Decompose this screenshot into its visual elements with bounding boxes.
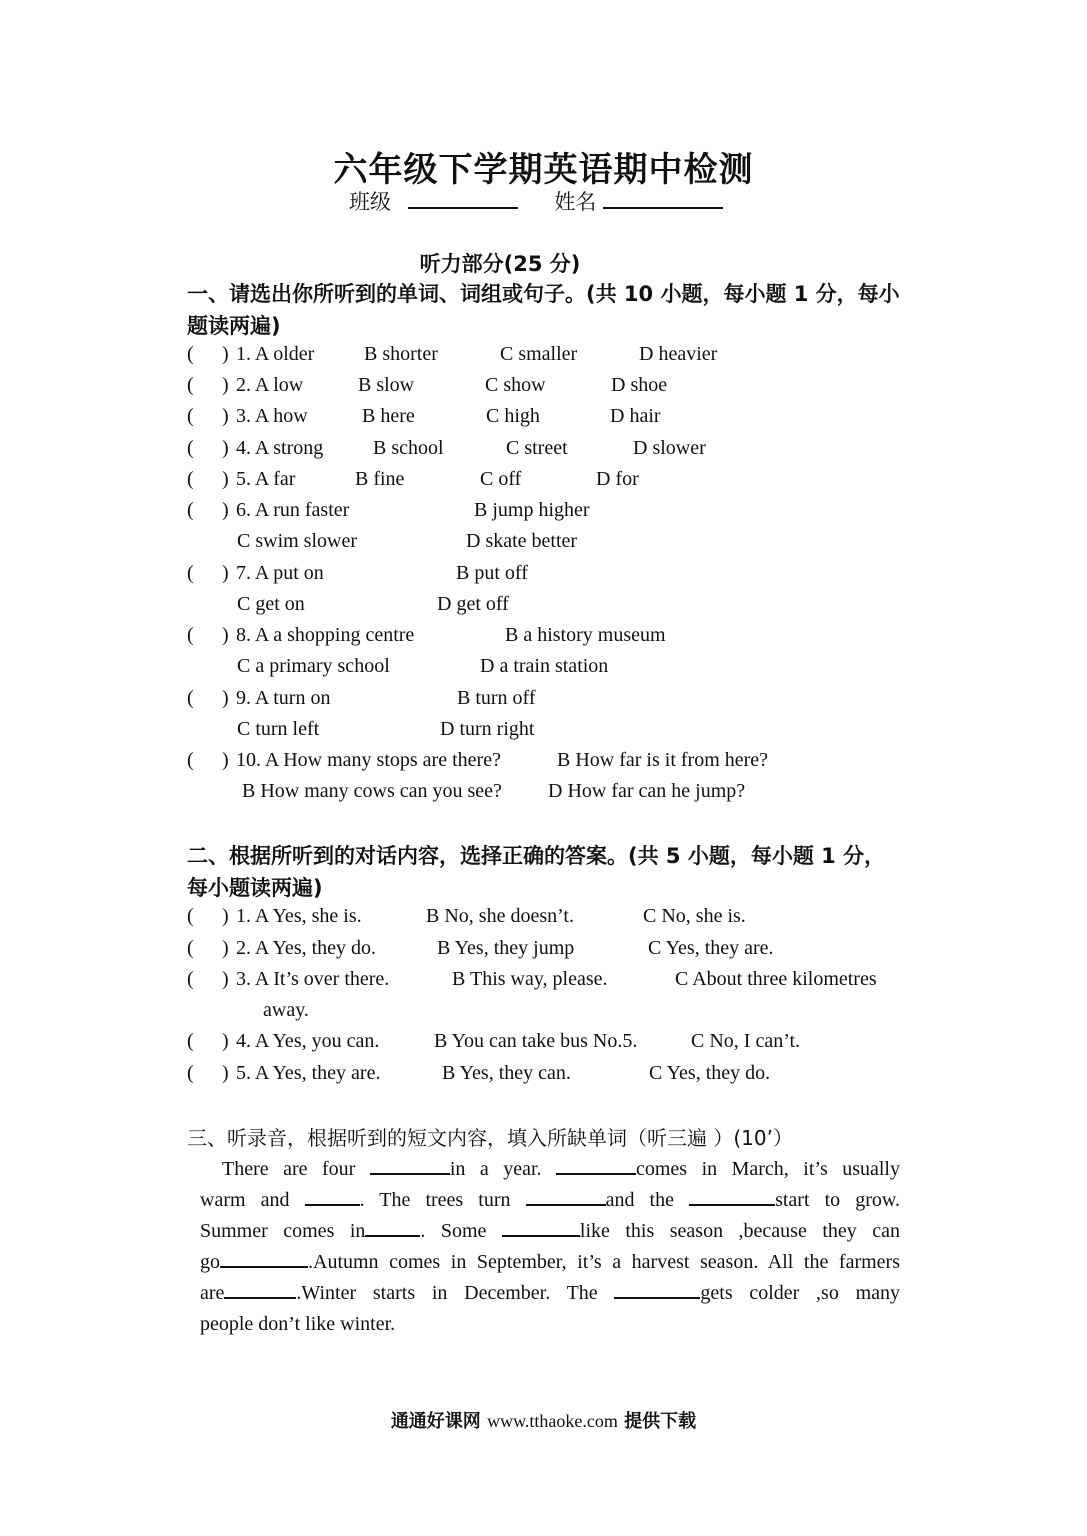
blank-6[interactable]	[365, 1219, 420, 1237]
option-b: B fine	[355, 468, 405, 490]
part1-heading-line1: 一、请选出你所听到的单词、词组或句子。(共 10 小题，每小题 1 分，每小	[187, 282, 900, 306]
option-c: C About three kilometres	[675, 968, 877, 990]
option-a: 5. A far	[236, 468, 296, 490]
option-a: 10. A How many stops are there?	[236, 749, 501, 771]
option-d: D shoe	[611, 374, 668, 396]
option-d: D How far can he jump?	[548, 780, 746, 802]
option-c: C high	[486, 405, 540, 427]
option-a: 7. A put on	[236, 562, 324, 584]
option-a: 5. A Yes, they are.	[236, 1062, 381, 1084]
answer-bracket-close: )	[222, 687, 229, 709]
part2-heading	[187, 840, 907, 904]
answer-bracket-close: )	[222, 624, 229, 646]
page-title: 六年级下学期英语期中检测	[333, 150, 754, 190]
option-b: B put off	[456, 562, 528, 584]
answer-bracket-close: )	[222, 499, 229, 521]
blank-1[interactable]	[370, 1157, 450, 1175]
part2-heading-line2: 每小题读两遍)	[187, 876, 323, 900]
option-b: B jump higher	[474, 499, 590, 521]
option-c: C Yes, they are.	[648, 937, 774, 959]
option-c: C a primary school	[237, 655, 390, 677]
option-a: 9. A turn on	[236, 687, 331, 709]
answer-bracket-open[interactable]: (	[187, 749, 194, 771]
answer-bracket-close: )	[222, 1030, 229, 1052]
passage-line: are .Winter starts in December. The gets colder ,so many	[200, 1282, 900, 1304]
blank-9[interactable]	[224, 1281, 296, 1299]
blank-5[interactable]	[689, 1188, 775, 1206]
blank-10[interactable]	[614, 1281, 700, 1299]
answer-bracket-close: )	[222, 468, 229, 490]
answer-bracket-close: )	[222, 905, 229, 927]
answer-bracket-open[interactable]: (	[187, 937, 194, 959]
answer-bracket-close: )	[222, 968, 229, 990]
option-c: C get on	[237, 593, 305, 615]
option-c: C off	[480, 468, 522, 490]
option-d: D turn right	[440, 718, 535, 740]
listening-section-title: 听力部分(25 分)	[419, 252, 581, 276]
option-c: C show	[485, 374, 546, 396]
option-a: 1. A Yes, she is.	[236, 905, 362, 927]
part2-heading-line1: 二、根据所听到的对话内容，选择正确的答案。(共 5 小题，每小题 1 分，	[187, 844, 886, 868]
answer-bracket-open[interactable]: (	[187, 343, 194, 365]
answer-bracket-open[interactable]: (	[187, 374, 194, 396]
answer-bracket-close: )	[222, 1062, 229, 1084]
passage-line: people don’t like winter.	[200, 1313, 396, 1335]
option-d: D slower	[633, 437, 706, 459]
option-b: B a history museum	[505, 624, 666, 646]
option-c: C No, she is.	[643, 905, 746, 927]
option-a: 6. A run faster	[236, 499, 350, 521]
answer-bracket-close: )	[222, 437, 229, 459]
blank-3[interactable]	[305, 1188, 360, 1206]
passage-line: There are four in a year. comes in March, it’s usually	[222, 1158, 900, 1180]
option-a: 2. A Yes, they do.	[236, 937, 377, 959]
option-d: D get off	[437, 593, 509, 615]
option-d: D a train station	[480, 655, 609, 677]
answer-bracket-close: )	[222, 343, 229, 365]
answer-bracket-open[interactable]: (	[187, 1030, 194, 1052]
answer-bracket-open[interactable]: (	[187, 687, 194, 709]
answer-bracket-close: )	[222, 405, 229, 427]
option-b: B No, she doesn’t.	[426, 905, 574, 927]
answer-bracket-open[interactable]: (	[187, 437, 194, 459]
option-d: D heavier	[639, 343, 718, 365]
option-c: C street	[506, 437, 568, 459]
option-b: B Yes, they jump	[437, 937, 575, 959]
answer-bracket-close: )	[222, 749, 229, 771]
option-b: B This way, please.	[452, 968, 608, 990]
part3-heading: 三、听录音，根据听到的短文内容，填入所缺单词（听三遍 ）(10’）	[187, 1126, 793, 1150]
part1-heading	[187, 278, 907, 342]
passage-line: Summer comes in . Some like this season ,because they can	[200, 1220, 900, 1242]
answer-bracket-open[interactable]: (	[187, 562, 194, 584]
passage-line: go .Autumn comes in September, it’s a harvest season. All the farmers	[200, 1251, 900, 1273]
option-d: D for	[596, 468, 639, 490]
answer-bracket-open[interactable]: (	[187, 968, 194, 990]
option-a: 3. A It’s over there.	[236, 968, 390, 990]
answer-bracket-open[interactable]: (	[187, 468, 194, 490]
option-b: B here	[362, 405, 415, 427]
blank-4[interactable]	[526, 1188, 606, 1206]
cloze-passage	[200, 1154, 900, 1340]
option-c-cont: away.	[263, 999, 309, 1021]
option-d: D skate better	[466, 530, 578, 552]
answer-bracket-open[interactable]: (	[187, 499, 194, 521]
blank-2[interactable]	[556, 1157, 636, 1175]
option-c: B How many cows can you see?	[242, 780, 502, 802]
option-b: B turn off	[457, 687, 536, 709]
option-c: C No, I can’t.	[691, 1030, 801, 1052]
answer-bracket-close: )	[222, 937, 229, 959]
option-b: B You can take bus No.5.	[434, 1030, 638, 1052]
answer-bracket-close: )	[222, 374, 229, 396]
footer-url[interactable]: www.tthaoke.com	[487, 1411, 618, 1431]
option-a: 4. A strong	[236, 437, 324, 459]
answer-bracket-open[interactable]: (	[187, 905, 194, 927]
answer-bracket-close: )	[222, 562, 229, 584]
part1-heading-line2: 题读两遍)	[187, 314, 281, 338]
name-label: 姓名	[554, 190, 597, 214]
option-d: D hair	[610, 405, 661, 427]
answer-bracket-open[interactable]: (	[187, 405, 194, 427]
option-a: 4. A Yes, you can.	[236, 1030, 380, 1052]
option-c: C smaller	[500, 343, 578, 365]
class-label: 班级	[349, 190, 391, 214]
option-c: C turn left	[237, 718, 320, 740]
option-b: B Yes, they can.	[442, 1062, 571, 1084]
option-a: 1. A older	[236, 343, 315, 365]
option-c: C Yes, they do.	[649, 1062, 771, 1084]
passage-line: warm and . The trees turn and the start to grow.	[200, 1189, 901, 1211]
option-c: C swim slower	[237, 530, 357, 552]
answer-bracket-open[interactable]: (	[187, 624, 194, 646]
option-a: 8. A a shopping centre	[236, 624, 415, 646]
page-footer: 通通好课网 www.tthaoke.com 提供下载	[390, 1411, 697, 1432]
blank-8[interactable]	[220, 1250, 308, 1268]
option-b: B school	[373, 437, 444, 459]
answer-bracket-open[interactable]: (	[187, 1062, 194, 1084]
option-a: 3. A how	[236, 405, 308, 427]
name-blank[interactable]	[603, 189, 723, 209]
option-b: B slow	[358, 374, 415, 396]
option-b: B How far is it from here?	[557, 749, 769, 771]
option-b: B shorter	[364, 343, 438, 365]
option-a: 2. A low	[236, 374, 304, 396]
blank-7[interactable]	[502, 1219, 580, 1237]
class-blank[interactable]	[408, 189, 518, 209]
student-info-line	[349, 186, 723, 216]
